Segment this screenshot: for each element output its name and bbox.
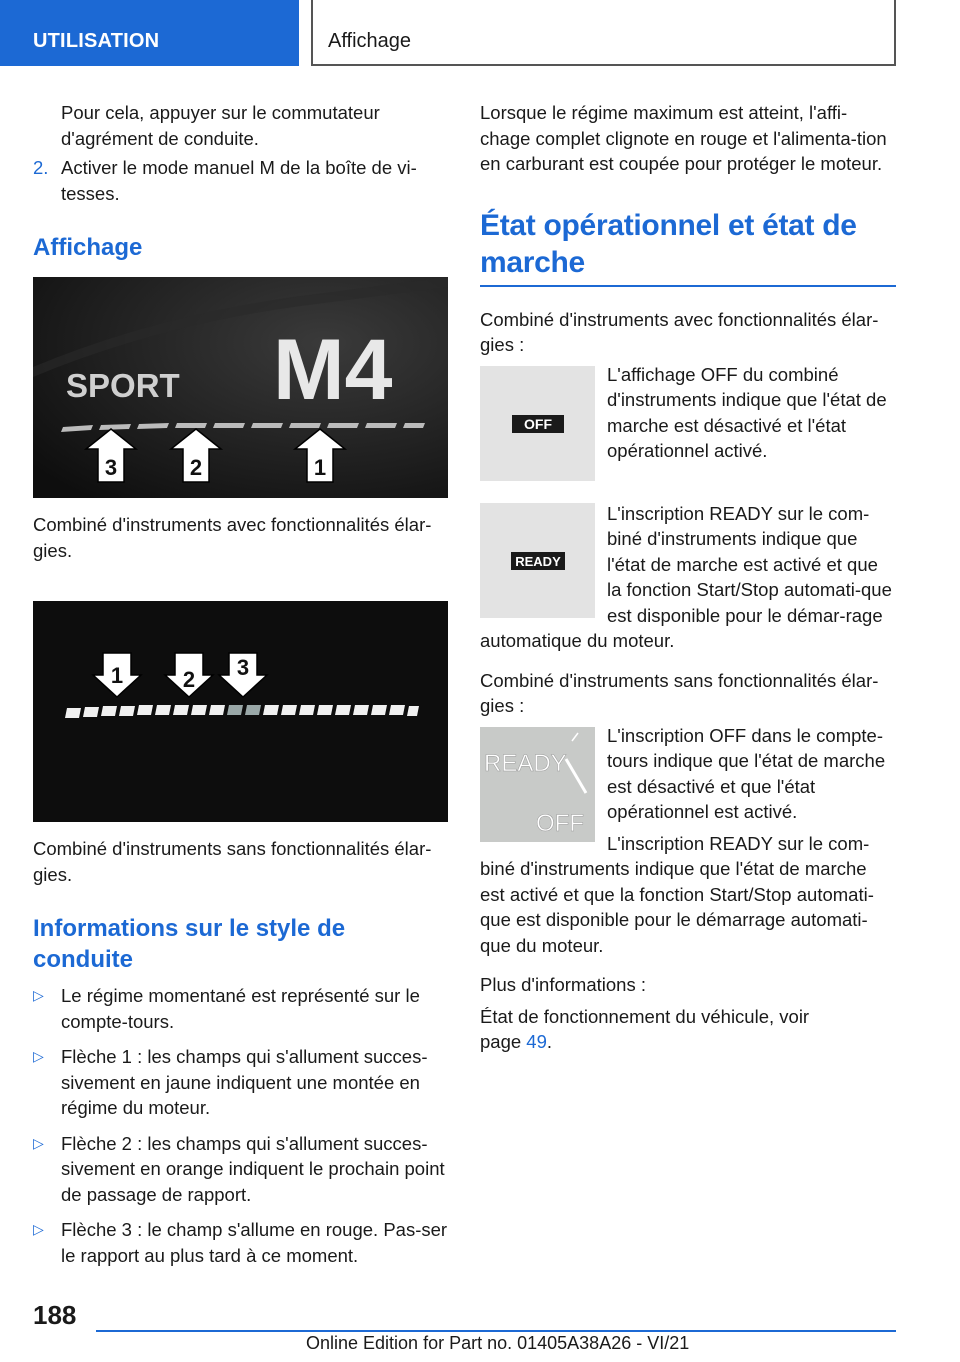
off-indicator-image	[480, 366, 595, 481]
triangle-bullet-icon: ▷	[33, 1221, 44, 1237]
heading-driving-style: Informations sur le style de conduite	[33, 915, 346, 973]
tachometer-gauge-image	[480, 727, 595, 842]
bullet-item	[33, 1044, 448, 1121]
arrow-3-number: 3	[236, 655, 250, 680]
bullet-text: Flèche 3 : le champ s'allume en rouge. Pas-ser le rapport au plus tard à ce moment.	[61, 1219, 448, 1266]
caption-extended: Combiné d'instruments avec fonctionnalités élar-gies.	[33, 514, 432, 561]
off-badge: OFF	[524, 415, 552, 432]
section-heading-block	[480, 207, 896, 287]
heading-affichage: Affichage	[33, 234, 143, 261]
ready-description: L'inscription READY sur le com-biné d'instruments indique que l'état de marche est activé et que la fonction Start/Stop automati-que est disponible pour le démar-rage automatique du moteur.	[480, 502, 892, 651]
max-rpm-text: Lorsque le régime maximum est atteint, l'affi-chage complet clignote en rouge et l'alimenta-tion en carburant est coupée pour protéger le moteur.	[480, 102, 887, 174]
label-basic-cluster: Combiné d'instruments sans fonctionnalités élar-gies :	[480, 669, 879, 716]
cross-reference-text: État de fonctionnement du véhicule, voir page	[480, 1005, 810, 1052]
bullet-item	[33, 983, 448, 1034]
triangle-bullet-icon: ▷	[33, 987, 44, 1003]
ready-gauge-description: L'inscription READY sur le com-biné d'instruments indique que l'état de marche est activé et que la fonction Start/Stop automati-que est disponible pour le démarrage automati-que du moteur.	[480, 832, 874, 956]
bullet-item	[33, 1217, 448, 1268]
gauge-row	[480, 723, 896, 959]
section-tab: UTILISATION	[0, 0, 299, 66]
cross-reference-end: .	[546, 1031, 553, 1052]
ready-badge: READY	[515, 553, 561, 569]
step-2	[33, 155, 448, 206]
figure-extended-cluster	[33, 277, 448, 498]
ready-indicator-row	[480, 501, 896, 654]
right-column	[480, 100, 896, 1055]
edition-info: Online Edition for Part no. 01405A38A26 - VI/21	[306, 1333, 690, 1353]
gauge-ready-label: READY	[484, 749, 567, 777]
caption-basic: Combiné d'instruments sans fonctionnalités élar-gies.	[33, 838, 432, 885]
step-2-number: 2.	[33, 157, 49, 178]
topic-title: Affichage	[311, 0, 896, 66]
arrow-2-number: 2	[182, 667, 196, 692]
basic-cluster-illustration	[33, 601, 448, 822]
off-gauge-description: L'inscription OFF dans le compte-tours indique que l'état de marche est désactivé et que l'état opérationnel est activé.	[607, 724, 886, 822]
triangle-bullet-icon: ▷	[33, 1048, 44, 1064]
arrow-2-number: 2	[189, 455, 203, 480]
bullet-item	[33, 1131, 448, 1208]
triangle-bullet-icon: ▷	[33, 1134, 44, 1151]
bullet-text: Flèche 2 : les champs qui s'allument succes-sivement en orange indiquent le prochain point de passage de rapport.	[61, 1132, 445, 1205]
arrow-1-number: 1	[313, 455, 327, 480]
label-extended-cluster: Combiné d'instruments avec fonctionnalités élar-gies :	[480, 308, 879, 355]
cross-reference	[480, 1004, 840, 1055]
mode-label: SPORT	[66, 367, 180, 404]
arrow-1-number: 1	[110, 663, 124, 688]
step-1-continuation: Pour cela, appuyer sur le commutateur d'agrément de conduite.	[61, 102, 380, 149]
step-2-text: Activer le mode manuel M de la boîte de vi-tesses.	[61, 157, 417, 204]
gauge-off-label: OFF	[536, 809, 584, 837]
arrow-3-number: 3	[104, 455, 118, 480]
bullet-text: Flèche 1 : les champs qui s'allument succes-sivement en jaune indiquent une montée en régime du moteur.	[61, 1046, 428, 1118]
extended-cluster-illustration	[33, 277, 448, 498]
page-number: 188	[33, 1300, 77, 1330]
figure-basic-cluster	[33, 601, 448, 822]
footer-divider	[96, 1330, 896, 1332]
left-column	[33, 100, 448, 1268]
more-info-label: Plus d'informations :	[480, 974, 646, 995]
heading-operational-state: État opérationnel et état de marche	[480, 208, 857, 279]
gear-indicator: M4	[273, 322, 393, 418]
bullet-text: Le régime momentané est représenté sur le compte-tours.	[61, 985, 420, 1032]
ready-indicator-image	[480, 503, 595, 618]
page-link[interactable]: 49	[526, 1031, 547, 1052]
page-header	[0, 0, 960, 66]
off-indicator-row	[480, 362, 896, 481]
off-description: L'affichage OFF du combiné d'instruments indique que l'état de marche est désactivé et l'état opérationnel activé.	[607, 363, 887, 461]
